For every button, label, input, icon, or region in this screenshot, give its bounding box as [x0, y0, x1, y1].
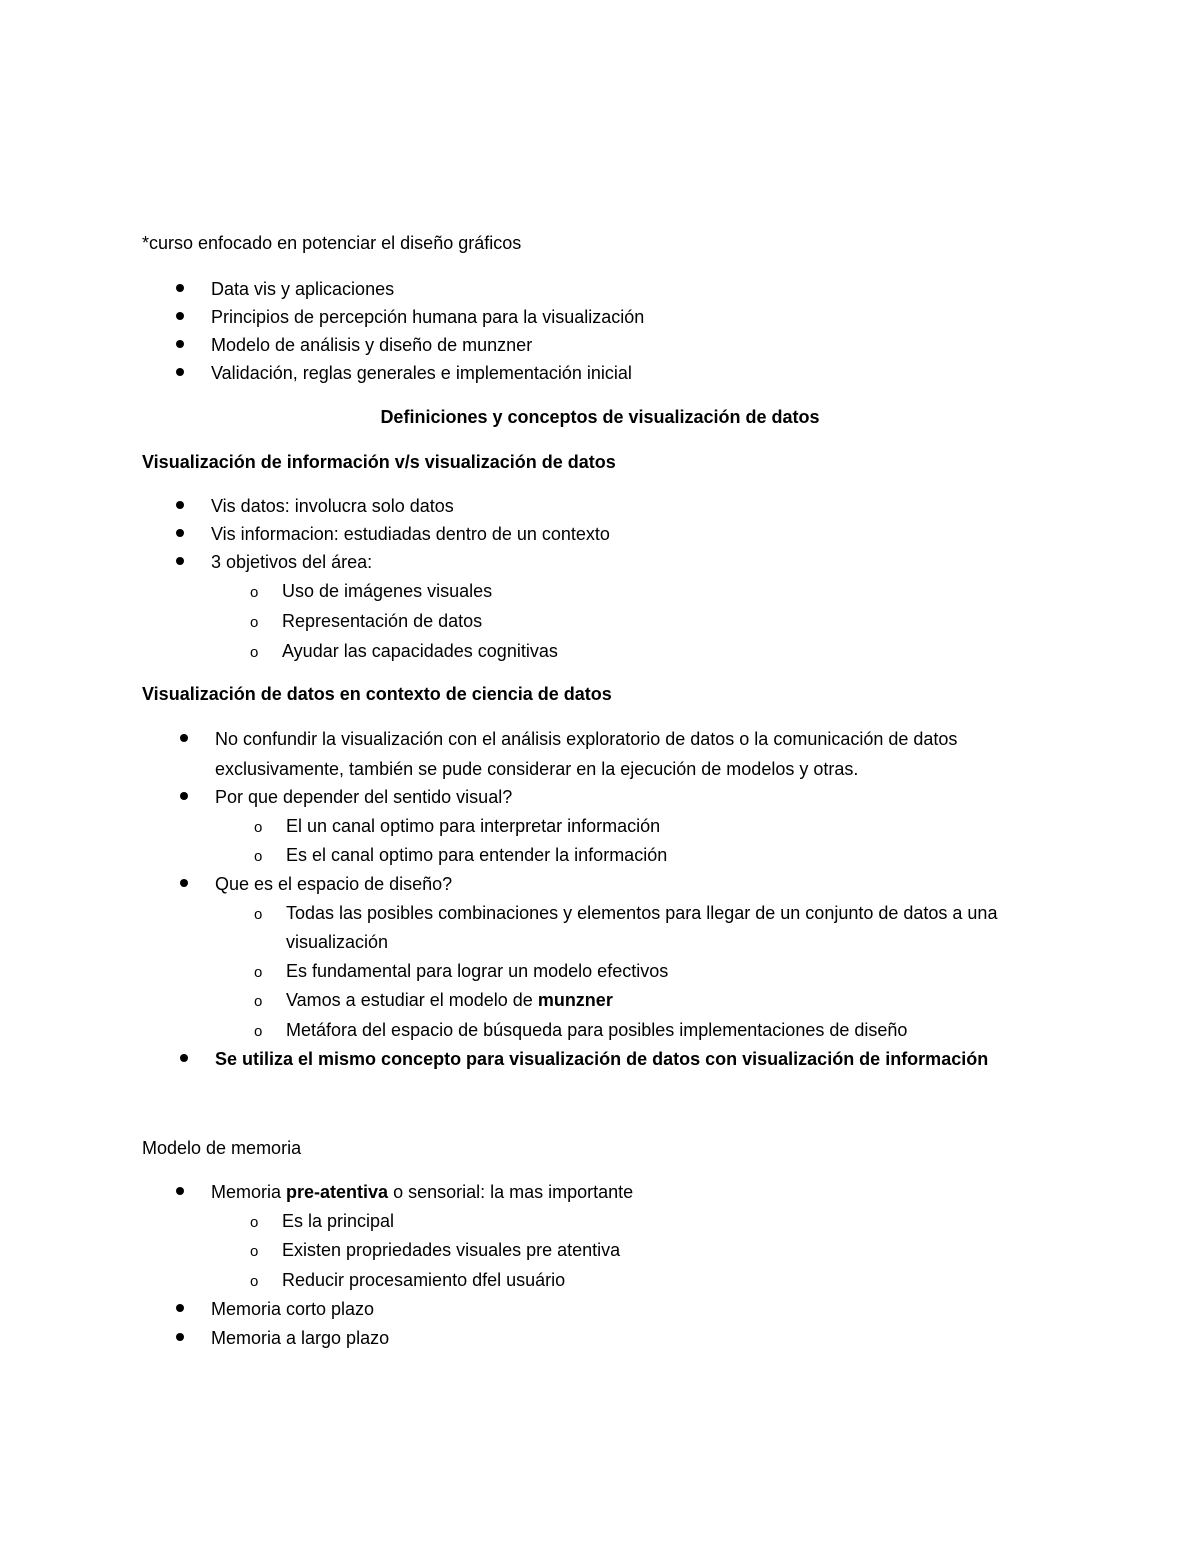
bullet-icon — [176, 501, 184, 509]
sub-list-item: Existen propriedades visuales pre atentiva — [282, 1240, 621, 1260]
sub-list-item: Representación de datos — [282, 611, 483, 631]
sub-bullet-icon: o — [254, 964, 263, 981]
list-item: Memoria a largo plazo — [211, 1328, 390, 1348]
sub-bullet-icon: o — [250, 644, 259, 661]
sub-bullet-icon: o — [250, 584, 259, 601]
sub-list-item-text: Vamos a estudiar el modelo de — [286, 990, 538, 1010]
list-item-text: o sensorial: la mas importante — [388, 1182, 634, 1202]
bullet-icon — [180, 734, 188, 742]
intro-text: *curso enfocado en potenciar el diseño gráficos — [142, 233, 522, 253]
sub-list-item: Reducir procesamiento dfel usuário — [282, 1270, 566, 1290]
bullet-icon — [176, 1333, 184, 1341]
sub-list-item-continuation: visualización — [286, 932, 389, 952]
sub-bullet-icon: o — [254, 819, 263, 836]
bullet-icon — [180, 1054, 188, 1062]
bullet-icon — [176, 1304, 184, 1312]
sub-list-item: Todas las posibles combinaciones y elementos para llegar de un conjunto de datos a una — [286, 903, 998, 923]
sub-bullet-icon: o — [254, 1023, 263, 1040]
sub-list-item: Es el canal optimo para entender la información — [286, 845, 668, 865]
sub-bullet-icon: o — [250, 1243, 259, 1260]
sub-list-item — [286, 989, 613, 1011]
sub-bullet-icon: o — [254, 848, 263, 865]
sub-list-item: Ayudar las capacidades cognitivas — [282, 641, 558, 661]
topic-item: Validación, reglas generales e implementación inicial — [211, 363, 632, 383]
sub-bullet-icon: o — [250, 1214, 259, 1231]
topic-item: Modelo de análisis y diseño de munzner — [211, 335, 533, 355]
topic-item: Principios de percepción humana para la visualización — [211, 307, 645, 327]
list-item: Vis informacion: estudiadas dentro de un contexto — [211, 524, 610, 544]
bullet-icon — [176, 284, 184, 292]
list-item: Memoria corto plazo — [211, 1299, 375, 1319]
sub-bullet-icon: o — [250, 614, 259, 631]
bullet-icon — [176, 529, 184, 537]
sub-bullet-icon: o — [250, 1273, 259, 1290]
emphasis-text: munzner — [537, 990, 613, 1010]
page-title: Definiciones y conceptos de visualización de datos — [380, 407, 820, 427]
bullet-icon — [180, 879, 188, 887]
sub-bullet-icon: o — [254, 906, 263, 923]
sub-list-item: Metáfora del espacio de búsqueda para posibles implementaciones de diseño — [286, 1020, 908, 1040]
emphasis-text: pre-atentiva — [286, 1182, 389, 1202]
bullet-icon — [176, 340, 184, 348]
topic-item: Data vis y aplicaciones — [211, 279, 395, 299]
list-item: 3 objetivos del área: — [211, 552, 373, 572]
section-heading: Visualización de datos en contexto de ciencia de datos — [142, 684, 612, 704]
bullet-icon — [176, 1187, 184, 1195]
bullet-icon — [176, 368, 184, 376]
section-heading: Visualización de información v/s visualización de datos — [142, 452, 616, 472]
list-item-text: Memoria — [211, 1182, 287, 1202]
sub-list-item: Es fundamental para lograr un modelo efectivos — [286, 961, 669, 981]
list-item: No confundir la visualización con el análisis exploratorio de datos o la comunicación de datos — [215, 729, 958, 749]
bullet-icon — [176, 312, 184, 320]
list-item: Que es el espacio de diseño? — [215, 874, 453, 894]
list-item: Vis datos: involucra solo datos — [211, 496, 454, 516]
sub-list-item: Es la principal — [282, 1211, 395, 1231]
bullet-icon — [180, 792, 188, 800]
sub-bullet-icon: o — [254, 993, 263, 1010]
sub-list-item: El un canal optimo para interpretar información — [286, 816, 661, 836]
list-item — [211, 1181, 633, 1203]
sub-list-item: Uso de imágenes visuales — [282, 581, 493, 601]
bullet-icon — [176, 557, 184, 565]
list-item: Por que depender del sentido visual? — [215, 787, 513, 807]
list-item-continuation: exclusivamente, también se pude considerar en la ejecución de modelos y otras. — [215, 759, 859, 779]
section-heading-plain: Modelo de memoria — [142, 1138, 302, 1158]
list-item-bold: Se utiliza el mismo concepto para visualización de datos con visualización de información — [215, 1049, 989, 1069]
